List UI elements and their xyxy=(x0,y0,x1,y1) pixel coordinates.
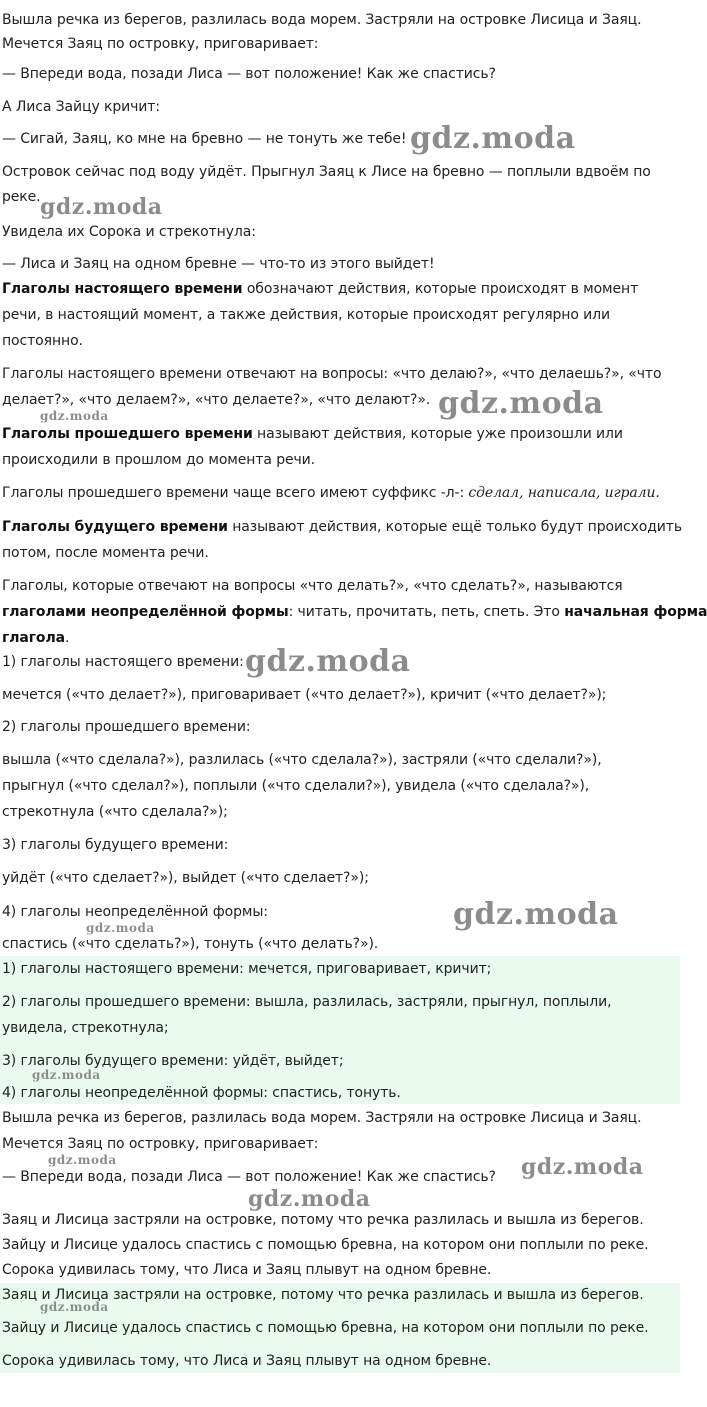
analysis-line: прыгнул («что сделал?»), поплыли («что сделали?»), увидела («что сделала?»), xyxy=(2,778,590,794)
watermark-logo: gdz.moda xyxy=(438,386,604,421)
theory-past: Глаголы прошедшего времени называют действия, которые уже произошли или xyxy=(2,426,623,442)
story-line: Вышла речка из берегов, разлилась вода морем. Застряли на островке Лисица и Заяц. xyxy=(2,12,642,28)
story-line: реке. xyxy=(2,189,41,205)
watermark-logo: gdz.moda xyxy=(245,644,411,679)
answer-line: 4) глаголы неопределённой формы: спастись, тонуть. xyxy=(2,1085,401,1101)
analysis-heading: 4) глаголы неопределённой формы: xyxy=(2,904,268,920)
analysis-heading: 1) глаголы настоящего времени: xyxy=(2,654,244,670)
story-line: — Впереди вода, позади Лиса — вот положение! Как же спастись? xyxy=(2,66,496,82)
theory-present: Глаголы настоящего времени обозначают действия, которые происходят в момент xyxy=(2,281,639,297)
analysis-line: мечется («что делает?»), приговаривает («что делает?»), кричит («что делает?»); xyxy=(2,687,607,703)
theory-line: происходили в прошлом до момента речи. xyxy=(2,452,316,468)
story-line: — Сигай, Заяц, ко мне на бревно — не тонуть же тебе! xyxy=(2,131,407,147)
story2-line: Вышла речка из берегов, разлилась вода морем. Застряли на островке Лисица и Заяц. xyxy=(2,1110,642,1126)
watermark-logo: gdz.moda xyxy=(40,194,163,220)
answer-line: 1) глаголы настоящего времени: мечется, приговаривает, кричит; xyxy=(2,961,492,977)
analysis-heading: 3) глаголы будущего времени: xyxy=(2,837,229,853)
theory-line: постоянно. xyxy=(2,333,83,349)
answer-line: увидела, стрекотнула; xyxy=(2,1020,169,1036)
theory-suffix: Глаголы прошедшего времени чаще всего имеют суффикс -л-: сделал, написала, играли. xyxy=(2,485,660,501)
theory-line: речи, в настоящий момент, а также действия, которые происходят регулярно или xyxy=(2,307,611,323)
term-infinitive: глаголами неопределённой формы xyxy=(2,604,289,620)
summary-line: Заяц и Лисица застряли на островке, потому что речка разлилась и вышла из берегов. xyxy=(2,1212,644,1228)
theory-line: Глаголы настоящего времени отвечают на вопросы: «что делаю?», «что делаешь?», «что xyxy=(2,366,662,382)
watermark-logo: gdz.moda xyxy=(453,897,619,932)
answer2-line: Сорока удивилась тому, что Лиса и Заяц плывут на одном бревне. xyxy=(2,1353,492,1369)
story-line: Островок сейчас под воду уйдёт. Прыгнул Заяц к Лисе на бревно — поплыли вдвоём по xyxy=(2,164,651,180)
story2-line: Мечется Заяц по островку, приговаривает: xyxy=(2,1136,319,1152)
answer2-line: Заяц и Лисица застряли на островке, потому что речка разлилась и вышла из берегов. xyxy=(2,1287,644,1303)
watermark-logo: gdz.moda xyxy=(40,409,109,423)
answer-line: 2) глаголы прошедшего времени: вышла, разлилась, застряли, прыгнул, поплыли, xyxy=(2,994,612,1010)
summary-line: Зайцу и Лисице удалось спастись с помощью бревна, на котором они поплыли по реке. xyxy=(2,1237,649,1253)
term-future: Глаголы будущего времени xyxy=(2,519,228,535)
theory-line: Глаголы, которые отвечают на вопросы «что делать?», «что сделать?», называются xyxy=(2,578,623,594)
watermark-logo: gdz.moda xyxy=(48,1153,117,1167)
theory-future: Глаголы будущего времени называют действия, которые ещё только будут происходить xyxy=(2,519,683,535)
theory-line: потом, после момента речи. xyxy=(2,545,209,561)
term-initial-form: начальная форма xyxy=(564,604,707,620)
suffix-examples: сделал, написала, играли. xyxy=(468,485,660,501)
analysis-line: вышла («что сделала?»), разлилась («что сделала?»), застряли («что сделали?»), xyxy=(2,752,602,768)
theory-infinitive-end: глагола. xyxy=(2,630,70,646)
answer2-line: Зайцу и Лисице удалось спастись с помощью бревна, на котором они поплыли по реке. xyxy=(2,1320,649,1336)
watermark-logo: gdz.moda xyxy=(86,921,155,935)
answer-line: 3) глаголы будущего времени: уйдёт, выйдет; xyxy=(2,1053,344,1069)
summary-line: Сорока удивилась тому, что Лиса и Заяц плывут на одном бревне. xyxy=(2,1262,492,1278)
theory-infinitive: глаголами неопределённой формы: читать, прочитать, петь, спеть. Это начальная форма xyxy=(2,604,707,620)
story-line: А Лиса Зайцу кричит: xyxy=(2,99,160,115)
analysis-line: спастись («что сделать?»), тонуть («что делать?»). xyxy=(2,936,379,952)
story2-line: — Впереди вода, позади Лиса — вот положение! Как же спастись? xyxy=(2,1169,496,1185)
analysis-line: уйдёт («что сделает?»), выйдет («что сделает?»); xyxy=(2,870,369,886)
analysis-line: стрекотнула («что сделала?»); xyxy=(2,804,228,820)
watermark-logo: gdz.moda xyxy=(40,1300,109,1314)
story-line: Мечется Заяц по островку, приговаривает: xyxy=(2,36,319,52)
watermark-logo: gdz.moda xyxy=(410,121,576,156)
analysis-heading: 2) глаголы прошедшего времени: xyxy=(2,719,251,735)
watermark-logo: gdz.moda xyxy=(521,1154,644,1180)
watermark-logo: gdz.moda xyxy=(32,1068,101,1082)
term-present: Глаголы настоящего времени xyxy=(2,281,243,297)
story-line: — Лиса и Заяц на одном бревне — что-то из этого выйдет! xyxy=(2,256,435,272)
term-past: Глаголы прошедшего времени xyxy=(2,426,253,442)
story-line: Увидела их Сорока и стрекотнула: xyxy=(2,224,256,240)
watermark-logo: gdz.moda xyxy=(248,1186,371,1212)
theory-line: делает?», «что делаем?», «что делаете?», «что делают?». xyxy=(2,392,431,408)
